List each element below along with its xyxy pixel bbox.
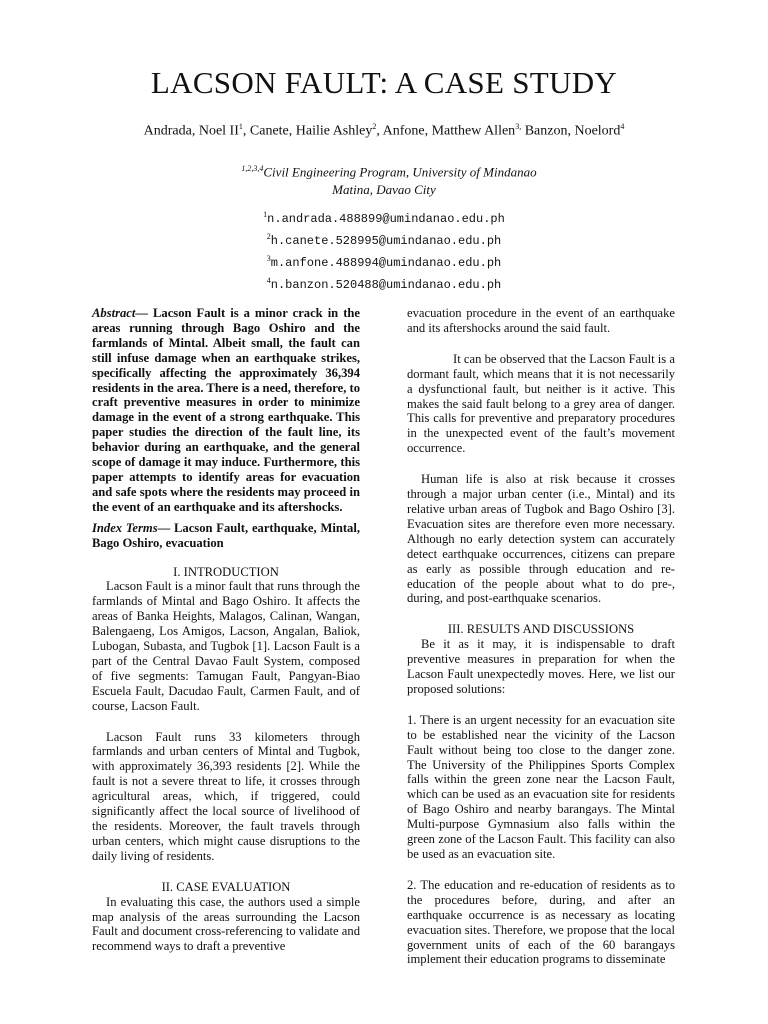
left-column [92, 306, 360, 954]
case-paragraph-2: It can be observed that the Lacson Fault is a dormant fault, which means that it is not necessarily a dysfunctional fault, but neither is it active. This makes the said fault belong to a grey area of danger. This calls for preventive and preparatory procedures in the unexpected event of the fault’s movement occurrence. [407, 351, 675, 456]
affiliation-sup: 1,2,3,4 [241, 164, 264, 173]
case-paragraph-1: In evaluating this case, the authors used a simple map analysis of the areas surrounding the Lacson Fault and document cross-referencing to validate and recommend ways to draft a preventive [92, 894, 360, 954]
abstract [92, 306, 360, 515]
paper-title: LACSON FAULT: A CASE STUDY [150, 65, 618, 100]
email-line [0, 272, 768, 294]
email-address[interactable]: n.banzon.520488@umindanao.edu.ph [270, 278, 502, 292]
intro-paragraph-1: Lacson Fault is a minor fault that runs through the farmlands of Mintal and Bago Oshiro. It affects the areas of Banka Heights, Malagos, Calinan, Wangan, Balengaeng, Los Amigos, Lacson, Angalan, Baliok, Lubogan, Subasta, and Tugbok [1]. Lacson Fault is a part of the Central Davao Fault System, composed of five segments: Tamugan Fault, Pangyan-Biao Escuela Fault, Dacudao Fault, Carmen Fault, and of course, Lacson Fault. [92, 579, 360, 713]
results-item-1: 1. There is an urgent necessity for an evacuation site to be established near the vicinity of the Lacson Fault without being too close to the danger zone. The University of the Philippines Sports Complex falls within the green zone near the Lacson Fault, which can be used as an evacuation site for residents of Bago Oshiro and nearby barangays. The Mintal Multi-purpose Gymnasium also falls within the green zone of the Lacson Fault. This facility can also be used as an evacuation site. [407, 712, 675, 861]
author-name: Banzon, Noelord [524, 123, 621, 139]
section-heading-results: III. RESULTS AND DISCUSSIONS [447, 622, 635, 637]
email-sup: 4 [266, 276, 271, 285]
email-address[interactable]: h.canete.528995@umindanao.edu.ph [270, 234, 502, 248]
affiliation [0, 160, 768, 199]
email-sup: 3 [266, 254, 271, 263]
affiliation-line-2: Matina, Davao City [332, 182, 436, 198]
email-line [0, 250, 768, 272]
intro-paragraph-2: Lacson Fault runs 33 kilometers through farmlands and urban centers of Mintal and Tugbok, with approximately 36,393 residents [2]. While the fault is not a severe threat to life, it crosses through agricultural areas, which, if triggered, could significantly affect the local source of livelihood of the residents. Moreover, the fault travels through urban centers, which might cause disruptions to the daily living of residents. [92, 729, 360, 863]
affiliation-line-1: Civil Engineering Program, University of Mindanao [263, 164, 537, 180]
author-sup: 4 [620, 122, 625, 131]
author-name: Andrada, Noel II [143, 123, 239, 139]
email-line [0, 206, 768, 228]
author-sup: 1 [238, 122, 243, 131]
case-paragraph-3: Human life is also at risk because it crosses through a major urban center (i.e., Mintal) and its relative urban areas of Tugbok and Bago Oshiro [3]. Evacuation sites are therefore even more necessary. Although no early detection system can accurately detect earthquake occurrences, citizens can prepare as early as possible through education and re-education of the people about what to do pre-, during, and post-earthquake scenarios. [407, 472, 675, 606]
author-sep: , [242, 123, 250, 139]
email-list [0, 206, 768, 294]
index-terms-text: — Lacson Fault, earthquake, Mintal, Bago Oshiro, evacuation [92, 520, 360, 550]
index-terms [92, 521, 360, 551]
email-sup: 2 [266, 232, 271, 241]
email-address[interactable]: m.anfone.488994@umindanao.edu.ph [270, 256, 502, 270]
author-sup: 3, [515, 122, 522, 131]
section-heading-case-evaluation: II. CASE EVALUATION [161, 879, 291, 894]
author-sep: , [376, 123, 383, 139]
email-sup: 1 [263, 210, 268, 219]
abstract-text: — Lacson Fault is a minor crack in the areas running through Bago Oshiro and the farmlands of Mintal. Albeit small, the fault can still infuse damage when an earthquake strikes, specifically affecting the approximately 36,394 residents in the area. There is a need, therefore, to craft preventive measures in order to minimize damage in the event of a strong earthquake. This paper studies the direction of the fault line, its behavior during an earthquake, and the general scope of damage it may induce. Furthermore, this paper attempts to identify areas for evacuation and safe spots where the residents may proceed in the event of an earthquake and its aftershocks. [92, 306, 360, 514]
abstract-lead: Abstract [92, 306, 136, 320]
author-list [0, 118, 768, 141]
author-sup: 2 [372, 122, 377, 131]
right-column [407, 306, 675, 967]
results-item-2: 2. The education and re-education of residents as to the procedures before, during, and after an earthquake occurrence is as necessary as locating evacuation sites. Therefore, we propose that the local government units of each of the 60 barangays implement their education programs to disseminate [407, 877, 675, 967]
case-paragraph-1-continued: evacuation procedure in the event of an earthquake and its aftershocks around the said fault. [407, 306, 675, 335]
results-paragraph-1: Be it as it may, it is indispensable to draft preventive measures in preparation for when the Lacson Fault unexpectedly moves. Here, we list our proposed solutions: [407, 637, 675, 696]
section-heading-introduction: I. INTRODUCTION [173, 564, 279, 579]
author-name: Anfone, Matthew Allen [382, 123, 516, 139]
author-name: Canete, Hailie Ashley [249, 123, 373, 139]
index-terms-lead: Index Terms [92, 520, 158, 535]
email-address[interactable]: n.andrada.488899@umindanao.edu.ph [267, 212, 505, 226]
email-line [0, 228, 768, 250]
